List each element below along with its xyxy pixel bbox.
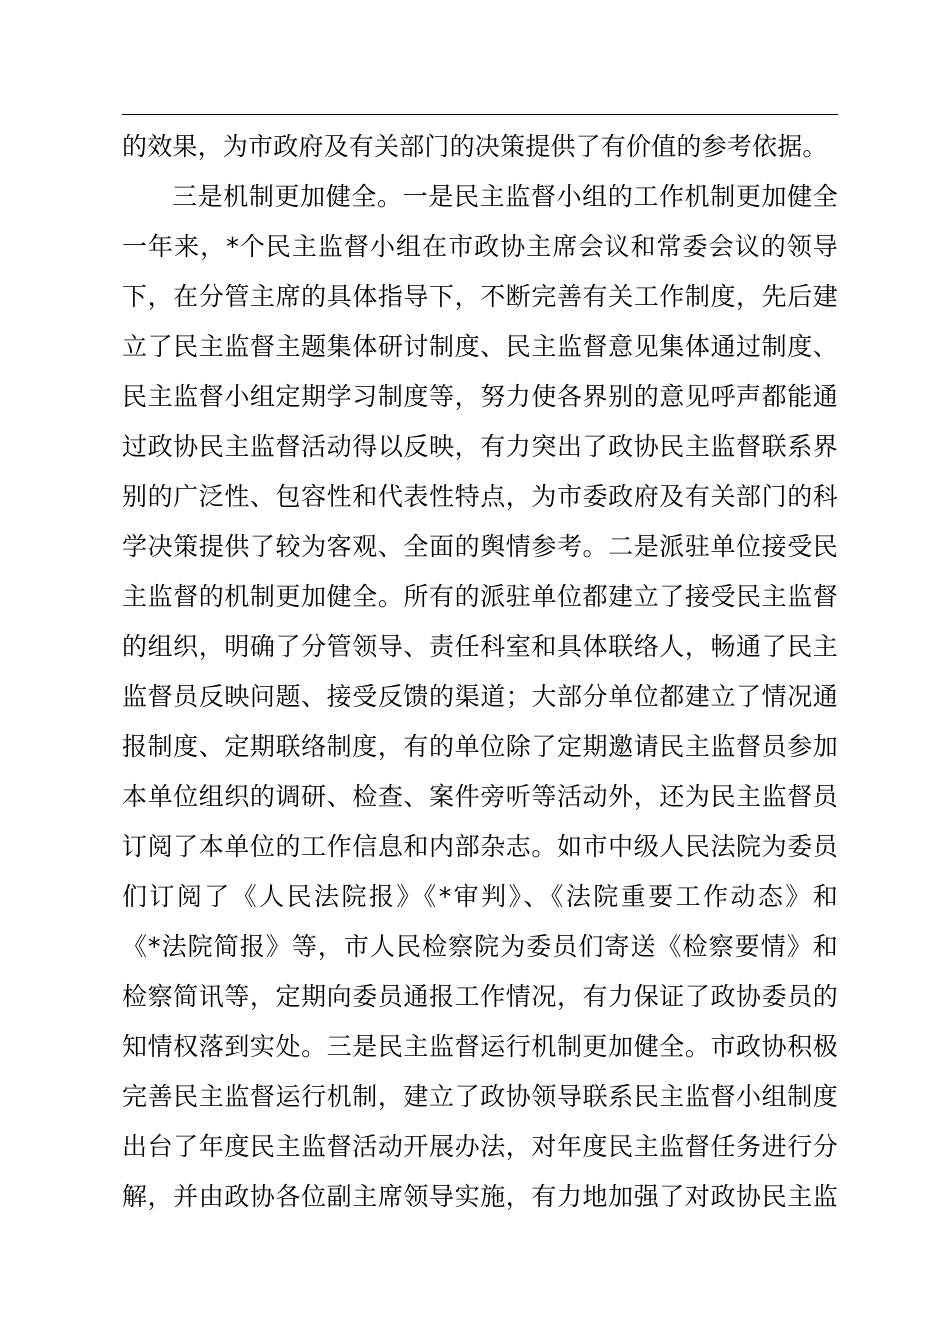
text-line: 解，并由政协各位副主席领导实施，有力地加强了对政协民主监 bbox=[122, 1182, 838, 1211]
text-line: 的效果，为市政府及有关部门的决策提供了有价值的参考依据。 bbox=[122, 132, 828, 161]
header-rule bbox=[122, 114, 838, 115]
text-line: 别的广泛性、包容性和代表性特点，为市委政府及有关部门的科 bbox=[122, 482, 838, 511]
text-line: 《*法院简报》等，市人民检察院为委员们寄送《检察要情》和 bbox=[122, 932, 838, 961]
text-line: 报制度、定期联络制度，有的单位除了定期邀请民主监督员参加 bbox=[122, 732, 838, 761]
text-line: 主监督的机制更加健全。所有的派驻单位都建立了接受民主监督 bbox=[122, 582, 838, 611]
text-line: 过政协民主监督活动得以反映，有力突出了政协民主监督联系界 bbox=[122, 432, 838, 461]
text-line: 完善民主监督运行机制，建立了政协领导联系民主监督小组制度 bbox=[122, 1082, 838, 1111]
text-line: 民主监督小组定期学习制度等，努力使各界别的意见呼声都能通 bbox=[122, 382, 838, 411]
text-line: 监督员反映问题、接受反馈的渠道；大部分单位都建立了情况通 bbox=[122, 682, 838, 711]
text-line: 出台了年度民主监督活动开展办法，对年度民主监督任务进行分 bbox=[122, 1132, 838, 1161]
text-line: 一年来，*个民主监督小组在市政协主席会议和常委会议的领导 bbox=[122, 232, 838, 261]
text-line: 立了民主监督主题集体研讨制度、民主监督意见集体通过制度、 bbox=[122, 332, 838, 361]
text-line: 的组织，明确了分管领导、责任科室和具体联络人，畅通了民主 bbox=[122, 632, 838, 661]
text-line: 三是机制更加健全。一是民主监督小组的工作机制更加健全 bbox=[172, 182, 838, 211]
text-line: 本单位组织的调研、检查、案件旁听等活动外，还为民主监督员 bbox=[122, 782, 838, 811]
text-line: 下，在分管主席的具体指导下，不断完善有关工作制度，先后建 bbox=[122, 282, 838, 311]
body-text bbox=[122, 122, 838, 1222]
text-line: 们订阅了《人民法院报》《*审判》、《法院重要工作动态》和 bbox=[122, 882, 838, 911]
text-line: 知情权落到实处。三是民主监督运行机制更加健全。市政协积极 bbox=[122, 1032, 838, 1061]
text-line: 订阅了本单位的工作信息和内部杂志。如市中级人民法院为委员 bbox=[122, 832, 838, 861]
text-line: 检察简讯等，定期向委员通报工作情况，有力保证了政协委员的 bbox=[122, 982, 838, 1011]
text-line: 学决策提供了较为客观、全面的舆情参考。二是派驻单位接受民 bbox=[122, 532, 838, 561]
